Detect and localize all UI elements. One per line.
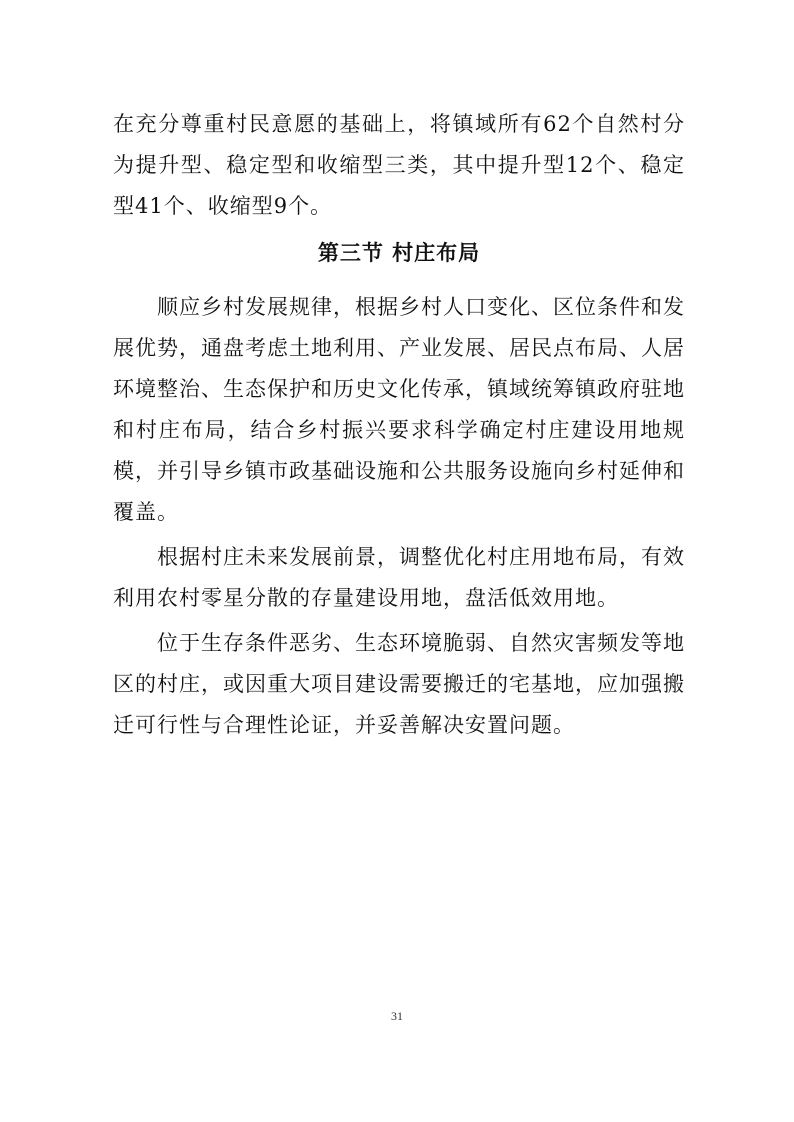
- section-paragraph-2: 根据村庄未来发展前景，调整优化村庄用地布局，有效利用农村零星分散的存量建设用地，盘活低效用地。: [113, 545, 685, 610]
- page-content: [113, 104, 685, 746]
- section-heading: 第三节 村庄布局: [317, 241, 481, 265]
- page-number: 31: [391, 1009, 403, 1023]
- intro-paragraph: 在充分尊重村民意愿的基础上，将镇域所有62个自然村分为提升型、稳定型和收缩型三类，其中提升型12个、稳定型41个、收缩型9个。: [113, 112, 685, 218]
- section-paragraph-1: 顺应乡村发展规律，根据乡村人口变化、区位条件和发展优势，通盘考虑土地利用、产业发展、居民点布局、人居环境整治、生态保护和历史文化传承，镇域统筹镇政府驻地和村庄布局，结合乡村振兴要求科学确定村庄建设用地规模，并引导乡镇市政基础设施和公共服务设施向乡村延伸和覆盖。: [113, 295, 685, 524]
- section-paragraph-3: 位于生存条件恶劣、生态环境脆弱、自然灾害频发等地区的村庄，或因重大项目建设需要搬迁的宅基地，应加强搬迁可行性与合理性论证，并妥善解决安置问题。: [113, 631, 685, 737]
